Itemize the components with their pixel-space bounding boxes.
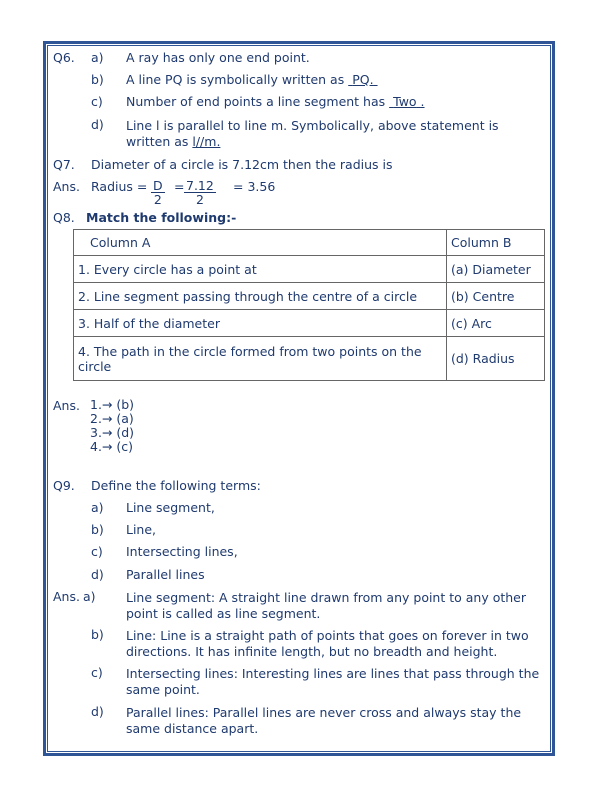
q6b-line <box>126 72 378 87</box>
q8-answer-2: 2.→ (a) <box>90 411 134 426</box>
q8-title: Match the following:- <box>86 210 237 225</box>
q6d-answer: l//m. <box>192 134 221 149</box>
q6d-letter: d) <box>91 117 104 132</box>
column-a-cell: 4. The path in the circle formed from two points on the circle <box>74 337 447 381</box>
column-b-header: Column B <box>447 230 545 256</box>
q8-answers <box>90 398 134 454</box>
q9-ans-a-letter: a) <box>83 589 96 604</box>
q6a-text: A ray has only one end point. <box>126 50 310 65</box>
q6c-text: Number of end points a line segment has <box>126 94 390 109</box>
q6b-letter: b) <box>91 72 104 87</box>
q9-ans-c-letter: c) <box>91 665 103 680</box>
table-row <box>74 283 545 310</box>
column-b-cell: (d) Radius <box>447 337 545 381</box>
q6a-letter: a) <box>91 50 104 65</box>
q9b-term: Line, <box>126 522 157 537</box>
q9-ans-label: Ans. <box>53 589 80 604</box>
q8-answer-1: 1.→ (b) <box>90 397 135 412</box>
column-b-cell: (a) Diameter <box>447 256 545 283</box>
q7-ans-label: Ans. <box>53 179 80 194</box>
q6c-letter: c) <box>91 94 103 109</box>
q9-ans-b-text: Line: Line is a straight path of points that goes on forever in two directions. It has infinite length, but no breadth and height. <box>126 628 529 659</box>
q7-fraction-d-over-2: $\frac{D}{2}$ <box>153 178 163 207</box>
q9-ans-d-letter: d) <box>91 704 104 719</box>
table-row <box>74 337 545 381</box>
q6b-answer: PQ. <box>352 72 374 87</box>
q9a-letter: a) <box>91 500 104 515</box>
q9c-term: Intersecting lines, <box>126 544 238 559</box>
q9-question: Define the following terms: <box>91 478 261 493</box>
column-b-cell: (c) Arc <box>447 310 545 337</box>
q8-answer-3: 3.→ (d) <box>90 425 135 440</box>
column-a-cell: 2. Line segment passing through the centre of a circle <box>74 283 447 310</box>
q6d-text: Line l is parallel to line m. Symbolically, above statement is written as <box>126 118 499 149</box>
q9d-term: Parallel lines <box>126 567 205 582</box>
q6c-answer: Two . <box>393 94 425 109</box>
column-a-header: Column A <box>74 230 447 256</box>
q9-ans-b-letter: b) <box>91 627 104 642</box>
q9-number: Q9. <box>53 478 75 493</box>
q9b-letter: b) <box>91 522 104 537</box>
q7-radius-label: Radius = <box>91 179 148 194</box>
q7-result: = 3.56 <box>233 179 276 194</box>
q9-ans-a-text: Line segment: A straight line drawn from any point to any other point is called as line segment. <box>126 590 527 621</box>
q9-ans-c-text: Intersecting lines: Interesting lines are lines that pass through the same point. <box>126 666 540 697</box>
q9-ans-d-text: Parallel lines: Parallel lines are never cross and always stay the same distance apart. <box>126 705 522 736</box>
q6c-line <box>126 94 425 109</box>
q8-answer-4: 4.→ (c) <box>90 439 133 454</box>
column-a-cell: 1. Every circle has a point at <box>74 256 447 283</box>
q7-equals: = <box>174 179 185 194</box>
column-a-cell: 3. Half of the diameter <box>74 310 447 337</box>
table-row <box>74 310 545 337</box>
q6-number: Q6. <box>53 50 75 65</box>
q6d-line <box>126 118 544 150</box>
q8-ans-label: Ans. <box>53 398 80 413</box>
q6b-text: A line PQ is symbolically written as <box>126 72 349 87</box>
q7-number: Q7. <box>53 157 75 172</box>
table-row <box>74 256 545 283</box>
q8-number: Q8. <box>53 210 75 225</box>
q9a-term: Line segment, <box>126 500 215 515</box>
q9c-letter: c) <box>91 544 103 559</box>
q7-fraction-712-over-2: $\frac{7.12}{2}$ <box>186 178 214 207</box>
match-table-header <box>74 230 545 256</box>
q9d-letter: d) <box>91 567 104 582</box>
column-b-cell: (b) Centre <box>447 283 545 310</box>
q7-question: Diameter of a circle is 7.12cm then the radius is <box>91 157 393 172</box>
match-table <box>73 229 545 381</box>
